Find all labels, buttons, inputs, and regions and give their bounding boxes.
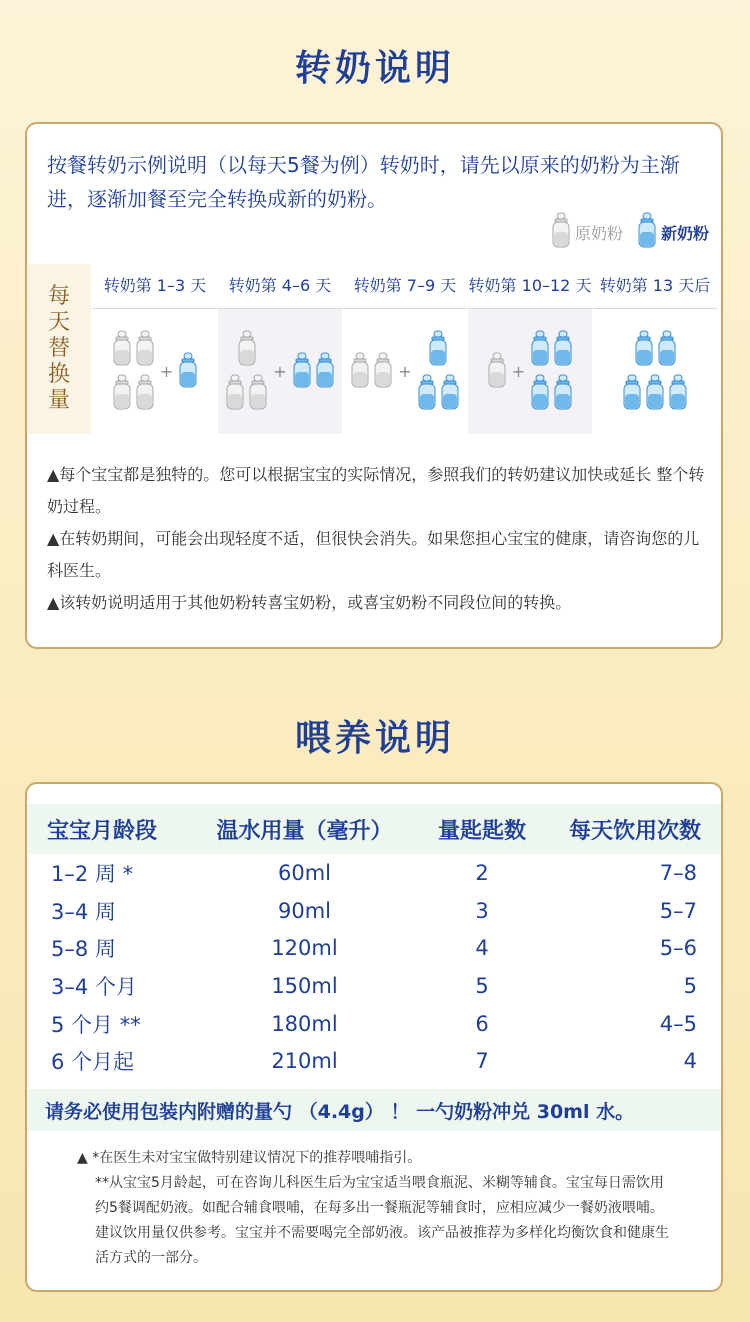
new-bottle-group [178, 352, 198, 392]
new-bottle-icon [315, 352, 335, 392]
table-row [27, 967, 721, 1005]
new-bottle-icon [428, 330, 448, 370]
old-bottle-icon [350, 352, 370, 392]
old-bottle-group [487, 352, 507, 392]
new-bottle-icon [417, 374, 437, 414]
swap-schedule [27, 264, 723, 436]
new-bottle-group [417, 330, 460, 414]
stage-bottles [93, 309, 217, 434]
cell-scoops: 3 [475, 898, 489, 923]
table-row [27, 1042, 721, 1080]
new-bottle-icon [553, 374, 573, 414]
stage-label: 转奶第 7–9 天 [343, 264, 467, 309]
header-water: 温水用量（毫升） [216, 818, 393, 844]
header-scoops: 量匙匙数 [437, 818, 526, 844]
side-char: 量 [47, 388, 70, 413]
new-bottle-icon [645, 374, 665, 414]
header-age: 宝宝月龄段 [47, 818, 158, 844]
legend-new [637, 212, 709, 252]
old-bottle-icon [112, 330, 132, 370]
cell-scoops: 4 [475, 936, 489, 961]
legend-new-label: 新奶粉 [660, 223, 709, 243]
legend-old-label: 原奶粉 [574, 223, 623, 243]
new-bottle-icon [637, 212, 657, 252]
new-bottle-icon [530, 374, 550, 414]
feeding-table-header [27, 804, 721, 854]
cell-age: 1–2 周 * [51, 861, 134, 886]
cell-water: 60ml [277, 860, 331, 885]
new-bottle-icon [440, 374, 460, 414]
old-bottle-icon [487, 352, 507, 392]
table-row [27, 929, 721, 967]
cell-age: 5 个月 ** [51, 1012, 141, 1037]
cell-water: 150ml [271, 973, 338, 998]
stage-label: 转奶第 10–12 天 [468, 264, 592, 309]
table-row [27, 1005, 721, 1043]
stage-label: 转奶第 1–3 天 [93, 264, 217, 309]
note-item: ▲在转奶期间，可能会出现轻度不适，但很快会消失。如果您担心宝宝的健康，请咨询您的儿科医生。 [47, 529, 700, 580]
old-bottle-group [225, 330, 268, 414]
cell-age: 3–4 周 [51, 899, 116, 924]
new-bottle-icon [668, 374, 688, 414]
new-bottle-group [622, 330, 688, 414]
footnote-item: ▲ *在医生未对宝宝做特别建议情况下的推荐喂哺指引。 [77, 1150, 422, 1166]
cell-water: 120ml [271, 936, 338, 961]
note-item: ▲每个宝宝都是独特的。您可以根据宝宝的实际情况，参照我们的转奶建议加快或延长 整个转奶过程。 [47, 465, 705, 516]
cell-water: 210ml [271, 1049, 338, 1074]
stage-1 [93, 264, 217, 434]
new-bottle-group [292, 352, 335, 392]
cell-times: 5 [683, 973, 697, 998]
daily-swap-label [27, 264, 91, 434]
feeding-table-body [27, 854, 721, 1080]
note-item: ▲该转奶说明适用于其他奶粉转喜宝奶粉，或喜宝奶粉不同段位间的转换。 [47, 593, 572, 612]
cell-scoops: 6 [475, 1011, 489, 1036]
new-bottle-icon [622, 374, 642, 414]
new-bottle-icon [553, 330, 573, 370]
table-row [27, 892, 721, 930]
old-bottle-icon [248, 374, 268, 414]
bottle-legend [543, 212, 709, 252]
old-bottle-icon [551, 212, 571, 252]
old-bottle-icon [135, 330, 155, 370]
old-bottle-icon [237, 330, 257, 370]
old-bottle-group [350, 352, 393, 392]
cell-times: 7–8 [659, 860, 697, 885]
cell-times: 5–6 [659, 936, 697, 961]
cell-water: 90ml [277, 898, 331, 923]
side-char: 天 [47, 310, 70, 335]
new-bottle-icon [657, 330, 677, 370]
plus-icon: + [273, 362, 287, 381]
stage-bottles [593, 309, 717, 434]
legend-old [551, 212, 623, 252]
stage-bottles [343, 309, 467, 434]
new-bottle-icon [178, 352, 198, 392]
cell-age: 6 个月起 [51, 1050, 135, 1075]
table-row [27, 854, 721, 892]
new-bottle-group [530, 330, 573, 414]
cell-scoops: 2 [475, 860, 489, 885]
side-char: 每 [47, 284, 70, 309]
scoop-note: 请务必使用包装内附赠的量勺 （4.4g） ！ 一勺奶粉冲兑 30ml 水。 [27, 1089, 721, 1131]
side-char: 换 [47, 362, 70, 387]
switch-intro: 按餐转奶示例说明（以每天5餐为例）转奶时，请先以原来的奶粉为主渐进，逐渐加餐至完全转换成新的奶粉。 [47, 153, 680, 211]
footnote-item: **从宝宝5月龄起，可在咨询儿科医生后为宝宝适当喂食瓶泥、米糊等辅食。宝宝每日需饮用约5餐调配奶液。如配合辅食喂哺，在每多出一餐瓶泥等辅食时，应相应减少一餐奶液喂哺。建议饮用量仅供参考。宝宝并不需要喝完全部奶液。该产品被推荐为多样化均衡饮食和健康生活方式的一部分。 [95, 1175, 669, 1266]
switch-title: 转奶说明 [294, 48, 455, 89]
old-bottle-icon [112, 374, 132, 414]
stage-2 [218, 264, 342, 434]
feeding-title: 喂养说明 [294, 718, 455, 759]
cell-scoops: 5 [475, 973, 489, 998]
new-bottle-icon [634, 330, 654, 370]
old-bottle-group [112, 330, 155, 414]
header-times: 每天饮用次数 [568, 818, 701, 844]
side-char: 替 [47, 336, 70, 361]
plus-icon: + [511, 362, 526, 381]
cell-times: 4 [683, 1049, 697, 1074]
stage-label: 转奶第 13 天后 [593, 264, 717, 309]
cell-times: 4–5 [659, 1011, 697, 1036]
old-bottle-icon [373, 352, 393, 392]
old-bottle-icon [135, 374, 155, 414]
feeding-panel [25, 782, 723, 1292]
feeding-footnotes [77, 1146, 677, 1271]
switch-notes [47, 459, 712, 619]
stage-bottles [218, 309, 342, 434]
cell-scoops: 7 [475, 1049, 489, 1074]
cell-age: 3–4 个月 [51, 974, 137, 999]
switch-panel [25, 122, 723, 649]
old-bottle-icon [225, 374, 245, 414]
cell-times: 5–7 [659, 898, 697, 923]
plus-icon: + [159, 362, 174, 381]
stage-3 [343, 264, 467, 434]
stage-5 [593, 264, 717, 434]
stage-4 [468, 264, 592, 434]
stage-label: 转奶第 4–6 天 [218, 264, 342, 309]
cell-age: 5–8 周 [51, 937, 116, 962]
cell-water: 180ml [271, 1011, 338, 1036]
plus-icon: + [398, 362, 412, 381]
new-bottle-icon [292, 352, 312, 392]
new-bottle-icon [530, 330, 550, 370]
stage-bottles [468, 309, 592, 434]
